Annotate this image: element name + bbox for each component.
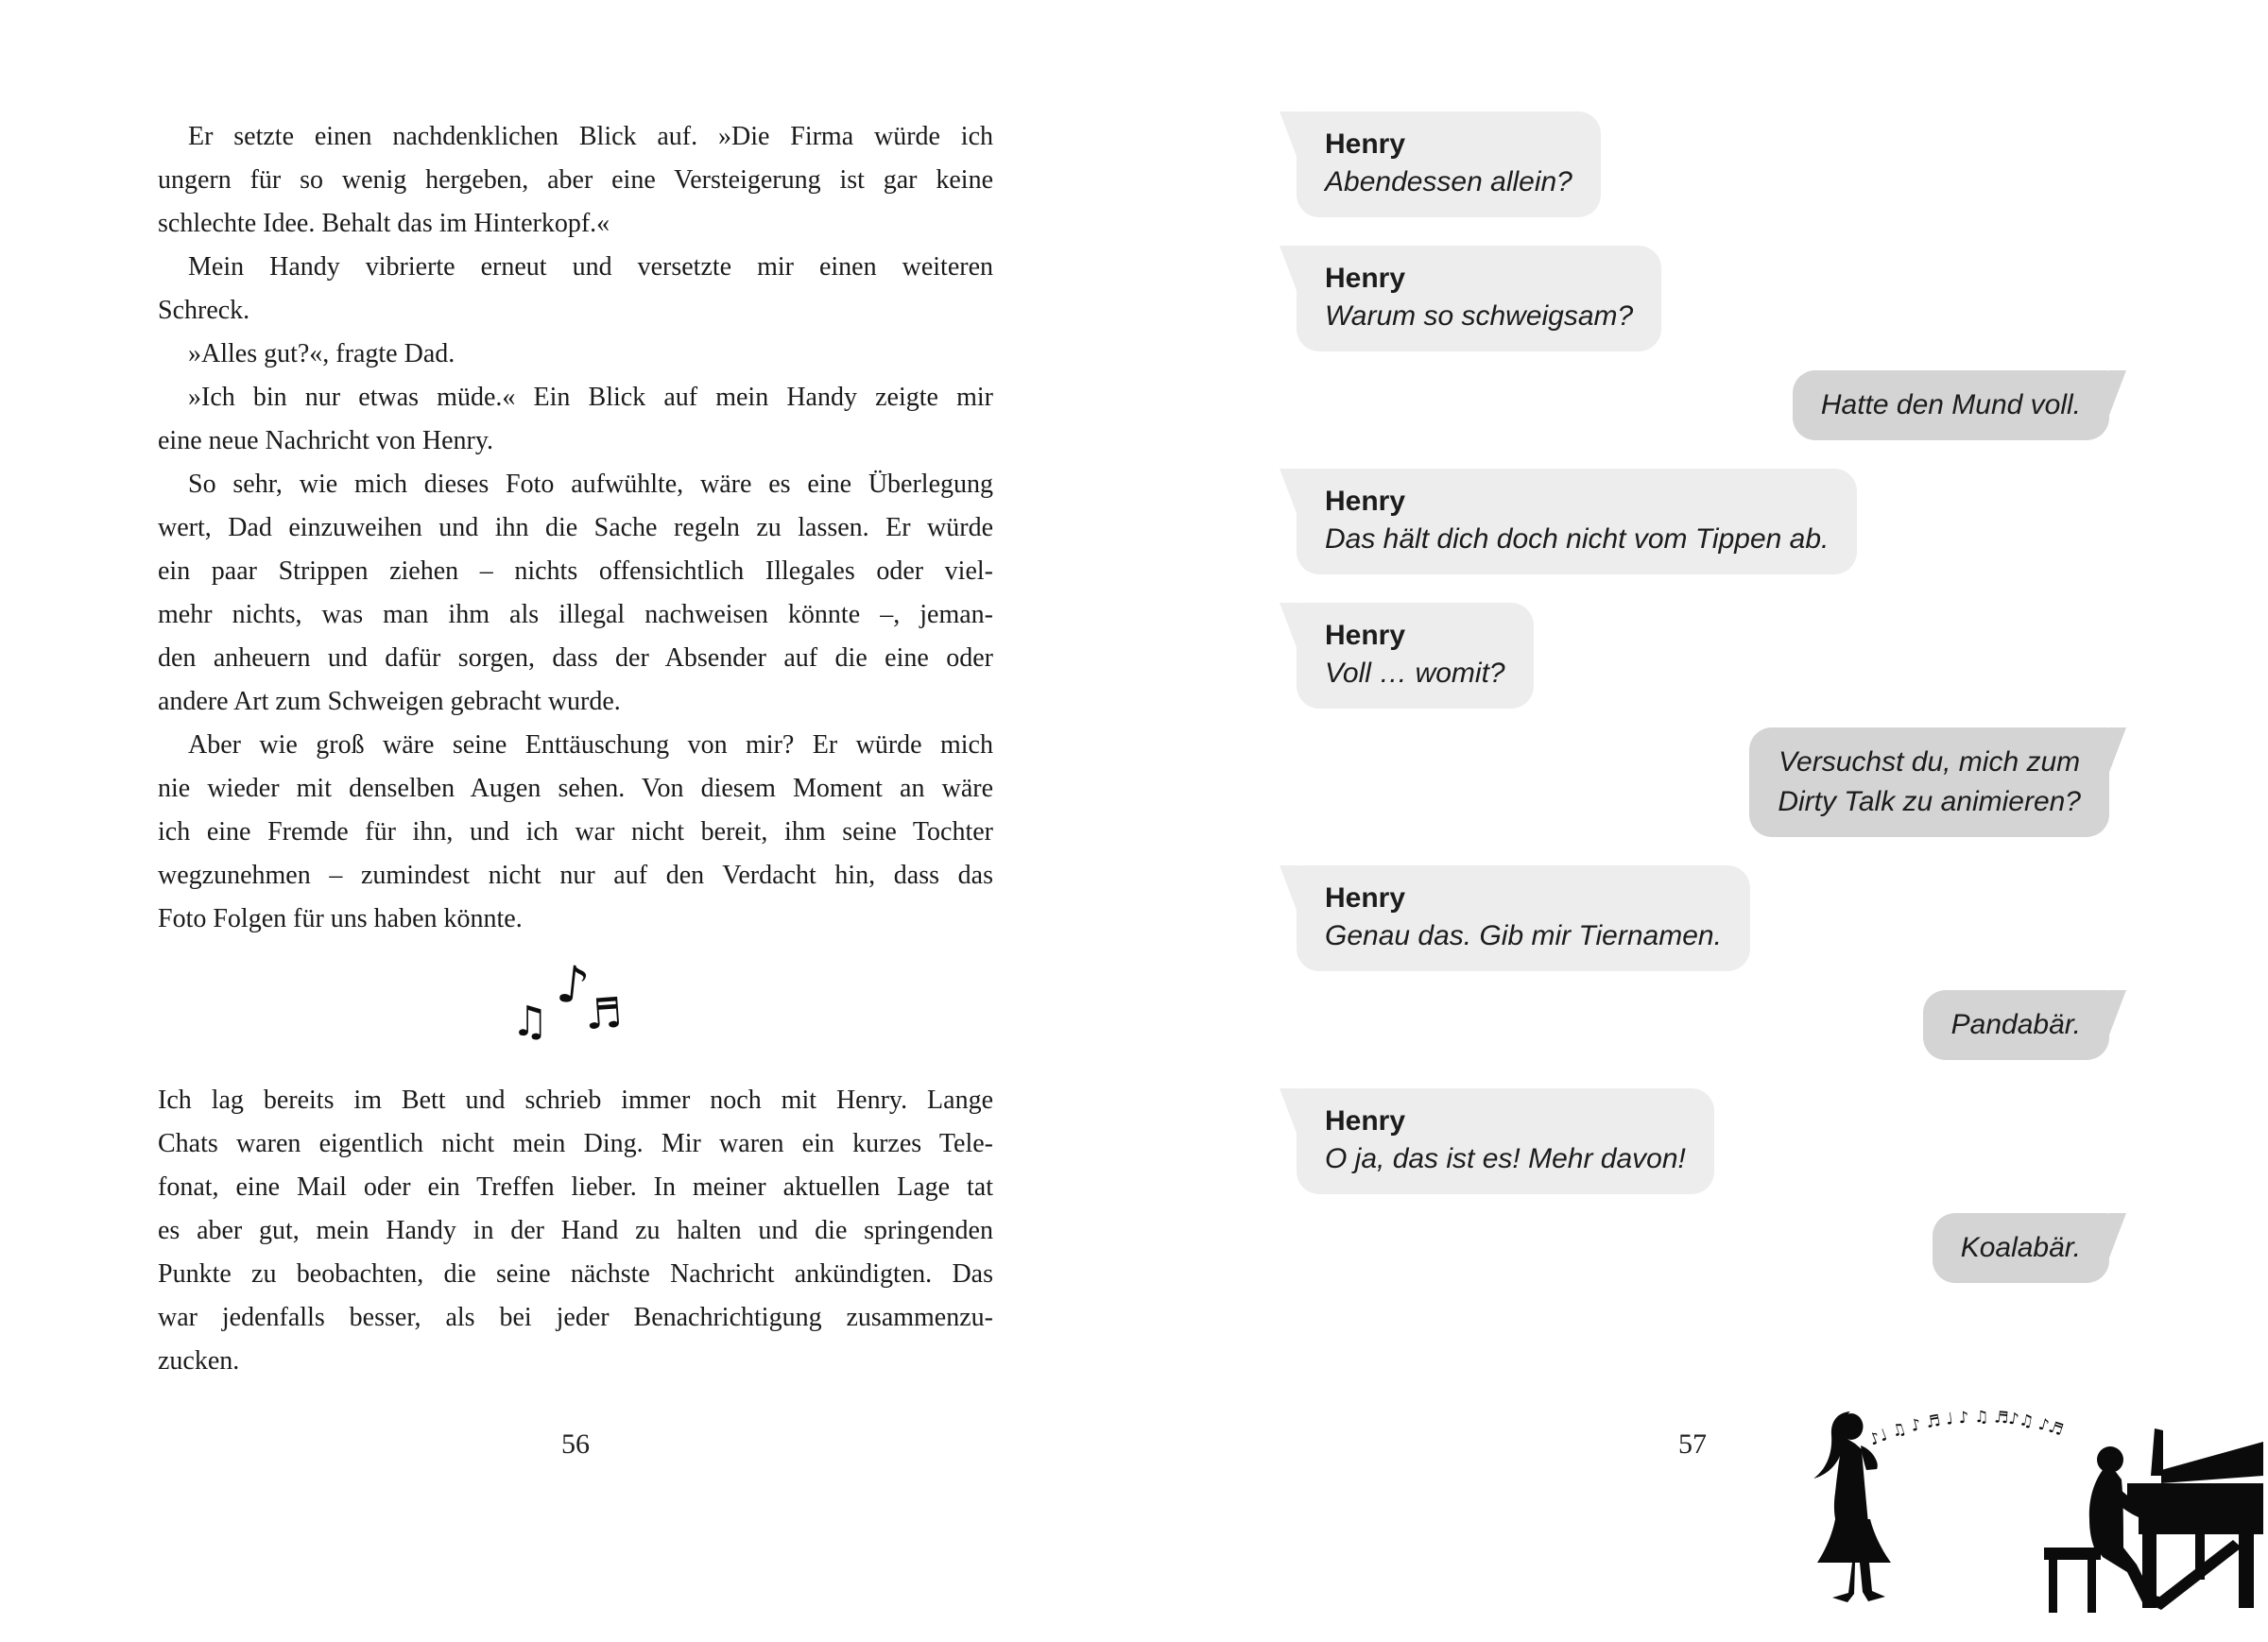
chat-message	[1821, 385, 2081, 425]
chat-message	[1325, 162, 1572, 202]
chat-sender-name: Henry	[1325, 486, 1406, 517]
prose-line: So sehr, wie mich dieses Foto aufwühlte, wäre es eine Überlegung	[188, 470, 993, 499]
music-note-icon: ♬	[583, 988, 625, 1040]
chat-sender-name: Henry	[1325, 1105, 1406, 1137]
chat-thread	[1297, 111, 2109, 1283]
chat-bubble-left	[1297, 469, 1857, 574]
music-notes-ornament	[509, 953, 642, 1062]
prose-line: »Alles gut?«, fragte Dad.	[188, 339, 455, 368]
chat-bubble-right	[1793, 370, 2109, 440]
prose-line: es aber gut, mein Handy in der Hand zu halten und die springenden	[158, 1216, 993, 1245]
prose-line: Ich lag bereits im Bett und schrieb immer noch mit Henry. Lange	[158, 1086, 993, 1115]
chat-bubble-left	[1297, 603, 1534, 709]
prose-line: mehr nichts, was man ihm als illegal nachweisen könnte –, jeman-	[158, 600, 993, 629]
chat-sender-name: Henry	[1325, 882, 1406, 914]
chat-message	[1325, 916, 1722, 956]
chat-bubble-right	[1933, 1213, 2109, 1283]
page-number-left: 56	[561, 1428, 590, 1460]
prose-line: war jedenfalls besser, als bei jeder Benachrichtigung zusammenzu-	[158, 1303, 993, 1332]
chat-message-line: O ja, das ist es! Mehr davon!	[1325, 1143, 1686, 1174]
chat-message-line: Warum so schweigsam?	[1325, 300, 1634, 332]
chat-message	[1961, 1228, 2081, 1268]
prose-paragraph	[158, 463, 993, 724]
chat-message-line: Genau das. Gib mir Tiernamen.	[1325, 920, 1722, 951]
chat-sender-name: Henry	[1325, 620, 1406, 651]
prose-line: zucken.	[158, 1346, 240, 1376]
prose-paragraph	[158, 333, 993, 376]
chat-message	[1325, 520, 1829, 559]
prose-line: Schreck.	[158, 296, 250, 325]
prose-line: Er setzte einen nachdenklichen Blick auf. »Die Firma würde ich	[188, 122, 993, 151]
prose-line: Mein Handy vibrierte erneut und versetzte mir einen weiteren	[188, 252, 993, 282]
prose-line: »Ich bin nur etwas müde.« Ein Blick auf mein Handy zeigte mir	[188, 383, 993, 412]
grand-piano-silhouette	[2127, 1428, 2263, 1610]
prose-line: ungern für so wenig hergeben, aber eine Versteigerung ist gar keine	[158, 165, 993, 195]
prose-line: fonat, eine Mail oder ein Treffen lieber. In meiner aktuellen Lage tat	[158, 1172, 993, 1202]
prose-line: schlechte Idee. Behalt das im Hinterkopf.«	[158, 209, 610, 238]
chat-message-line: Versuchst du, mich zum	[1778, 746, 2081, 778]
chat-message	[1325, 1139, 1686, 1179]
prose-line: Aber wie groß wäre seine Enttäuschung von mir? Er würde mich	[188, 730, 993, 760]
chat-bubble-right	[1923, 990, 2109, 1060]
prose-line: Chats waren eigentlich nicht mein Ding. Mir waren ein kurzes Tele-	[158, 1129, 993, 1158]
prose-line: wert, Dad einzuweihen und ihn die Sache regeln zu lassen. Er würde	[158, 513, 993, 542]
chat-bubble-left	[1297, 246, 1661, 351]
chat-message-line: Koalabär.	[1960, 1232, 2081, 1263]
prose-line: andere Art zum Schweigen gebracht wurde.	[158, 687, 621, 716]
chat-message-line: Hatte den Mund voll.	[1820, 389, 2081, 420]
prose-line: wegzunehmen – zumindest nicht nur auf den Verdacht hin, dass das	[158, 861, 993, 890]
prose-paragraph	[158, 376, 993, 463]
prose-line: eine neue Nachricht von Henry.	[158, 426, 494, 455]
prose-line: ein paar Strippen ziehen – nichts offensichtlich Illegales oder viel-	[158, 556, 993, 586]
chat-message-line: Abendessen allein?	[1325, 166, 1572, 197]
prose-text	[158, 115, 993, 1383]
chat-message	[1325, 654, 1505, 693]
chat-sender-name: Henry	[1325, 128, 1406, 160]
chat-message	[1325, 297, 1633, 336]
music-note-icon: ♪	[553, 953, 593, 1017]
prose-line: den anheuern und dafür sorgen, dass der Absender auf die eine oder	[158, 643, 993, 673]
prose-line: Punkte zu beobachten, die seine nächste Nachricht ankündigten. Das	[158, 1259, 993, 1289]
chat-bubble-left	[1297, 111, 1601, 217]
prose-paragraph	[158, 1079, 993, 1383]
prose-paragraph	[158, 115, 993, 246]
chat-bubble-left	[1297, 1088, 1714, 1194]
music-notes-stream: ♪♩ ♫ ♪ ♬ ♩ ♪ ♫ ♬♪♫ ♪♬	[1866, 1408, 2066, 1450]
music-note-icon: ♫	[511, 998, 549, 1046]
prose-paragraph	[158, 246, 993, 333]
chat-message-line: Das hält dich doch nicht vom Tippen ab.	[1325, 523, 1830, 555]
chat-message-line: Voll … womit?	[1325, 658, 1505, 689]
singer-and-pianist-illustration	[1791, 1406, 2263, 1618]
chat-message-line: Pandabär.	[1950, 1009, 2081, 1040]
chat-sender-name: Henry	[1325, 263, 1406, 294]
chat-message	[1778, 743, 2081, 822]
chat-message-line: Dirty Talk zu animieren?	[1778, 786, 2081, 817]
prose-line: ich eine Fremde für ihn, und ich war nicht bereit, ihm seine Tochter	[158, 817, 993, 847]
prose-line: nie wieder mit denselben Augen sehen. Von diesem Moment an wäre	[158, 774, 993, 803]
chat-bubble-left	[1297, 865, 1750, 971]
page-number-right: 57	[1678, 1428, 1707, 1460]
chat-message	[1951, 1005, 2081, 1045]
chat-bubble-right	[1749, 727, 2109, 837]
prose-paragraph	[158, 724, 993, 941]
prose-line: Foto Folgen für uns haben könnte.	[158, 904, 523, 933]
